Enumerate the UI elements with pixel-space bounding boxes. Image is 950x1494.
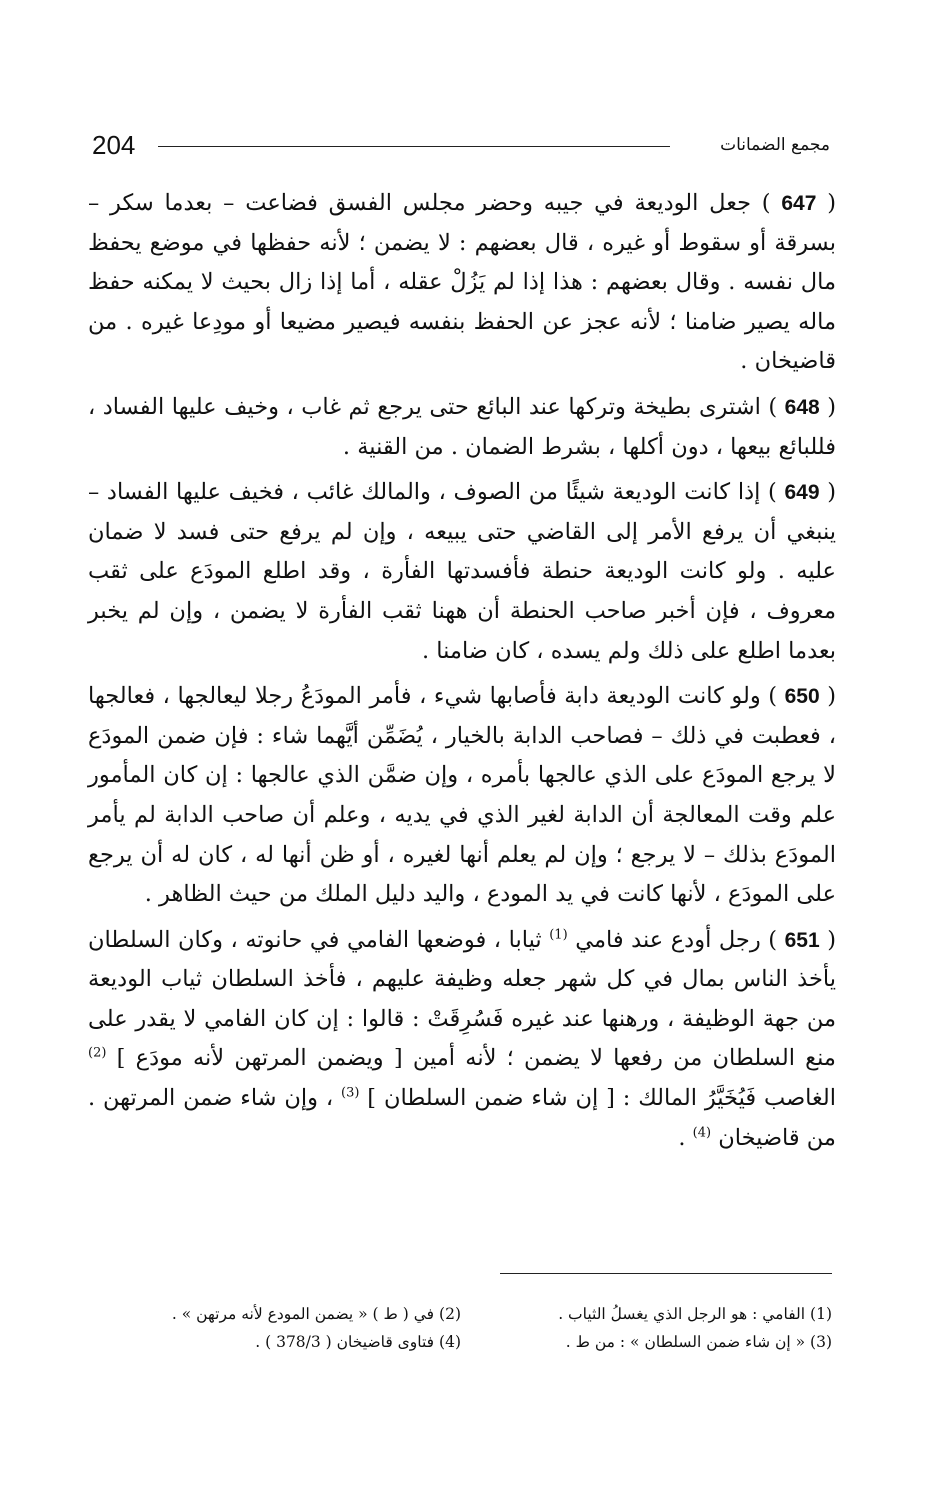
item-number: 648 [784,395,820,419]
paragraph-text: ثيابا ، فوضعها الفامي في حانوته ، وكان السلطان يأخذ الناس بمال في كل شهر جعله وظيفة عليهم ، فأخذ السلطان ثياب الوديعة من جهة الوظيفة ، ورهنها عند غيره فَسُرِقَتْ : قالوا : إن كان الفامي لا يقدر على منع السلطان من رفعها لا يضمن ؛ لأنه أمين [ ويضمن المرتهن لأنه مودَع ] [88,926,836,1072]
footnote-4: (4) فتاوى قاضيخان ( 378/3 ) . [255,1333,461,1351]
item-number: 650 [784,685,820,709]
item-number: 651 [784,928,820,952]
paragraph-text: . [678,1124,693,1151]
paragraph-text: ) رجل أودع عند فامي [567,926,785,953]
footnote-ref[interactable]: (4) [692,1125,712,1141]
page-header [92,128,830,162]
paragraph-648: ( 648 ) اشترى بطيخة وتركها عند البائع حتى يرجع ثم غاب ، وخيف عليها الفساد ، فللبائع بيعها ، دون أكلها ، بشرط الضمان . من القنية . [88,393,837,460]
paragraph-text: الغاصب فَيُخَيَّرُ المالك : [ إن شاء ضمن السلطان ] [359,1085,836,1112]
paragraph-text: ، وإن شاء ضمن المرتهن . من قاضيخان [88,1085,836,1151]
paragraph-text: ) إذا كانت الوديعة شيئًا من الصوف ، والمالك غائب ، فخيف عليها الفساد – ينبغي أن يرفع الأمر إلى القاضي حتى يبيعه ، وإن لم يرفع حتى فسد لا ضمان عليه . ولو كانت الوديعة حنطة فأفسدتها الفأرة ، وقد اطلع المودَع على ثقب معروف ، فإن أخبر صاحب الحنطة أن ههنا ثقب الفأرة لا يضمن ، وإن لم يخبر بعدما اطلع على ذلك ولم يسده ، كان ضامنا . [88,479,836,664]
paragraph-text: ) ولو كانت الوديعة دابة فأصابها شيء ، فأمر المودَعُ رجلا ليعالجها ، فعالجها ، فعطبت في ذلك – فصاحب الدابة بالخيار ، يُضَمِّن أيَّهما شاء : فإن ضمن المودَع لا يرجع المودَع على الذي عالجها بأمره ، وإن ضمَّن الذي عالجها : إن كان المأمور علم وقت المعالجة أن الدابة لغير الذي في يديه ، وعلم أن صاحب الدابة لم يأمر المودَع بذلك – لا يرجع ؛ وإن لم يعلم أنها لغيره ، أو ظن أنها له ، كان له أن يرجع على المودَع ، لأنها كانت في يد المودع ، واليد دليل الملك من حيث الظاهر . [88,683,836,908]
body-text [88,184,836,1164]
item-number: 647 [781,192,817,215]
footnote-ref[interactable]: (2) [88,1045,107,1061]
paragraph-649: ( 649 ) إذا كانت الوديعة شيئًا من الصوف ، والمالك غائب ، فخيف عليها الفساد – ينبغي أن يرفع الأمر إلى القاضي حتى يبيعه ، وإن لم يرفع حتى فسد لا ضمان عليه . ولو كانت الوديعة حنطة فأفسدتها الفأرة ، وقد اطلع المودَع على ثقب معروف ، فإن أخبر صاحب الحنطة أن ههنا ثقب الفأرة لا يضمن ، وإن لم يخبر بعدما اطلع على ذلك ولم يسده ، كان ضامنا . [88,479,836,664]
running-title: مجمع الضمانات [720,135,830,155]
paragraph-text: ) جعل الوديعة في جيبه وحضر مجلس الفسق فضاعت – بعدما سكر – بسرقة أو سقوط أو غيره ، قال بعضهم : لا يضمن ؛ لأنه حفظها في موضع يحفظ مال نفسه . وقال بعضهم : هذا إذا لم يَزُلْ عقله ، أما إذا زال بحيث لا يمكنه حفظ ماله يصير ضامنا ؛ لأنه عجز عن الحفظ بنفسه فيصير مضيعا أو مودِعا غيره . من قاضيخان . [88,190,836,375]
footnote-row [90,1328,832,1356]
footnote-rule [500,1273,832,1274]
footnote-2: (2) في ( ط ) « يضمن المودع لأنه مرتهن » . [171,1305,461,1323]
paragraph-650: ( 650 ) ولو كانت الوديعة دابة فأصابها شيء ، فأمر المودَعُ رجلا ليعالجها ، فعالجها ، فعطبت في ذلك – فصاحب الدابة بالخيار ، يُضَمِّن أيَّهما شاء : فإن ضمن المودَع لا يرجع المودَع على الذي عالجها بأمره ، وإن ضمَّن الذي عالجها : إن كان المأمور علم وقت المعالجة أن الدابة لغير الذي في يديه ، وعلم أن صاحب الدابة لم يأمر المودَع بذلك – لا يرجع ؛ وإن لم يعلم أنها لغيره ، أو ظن أنها له ، كان له أن يرجع على المودَع ، لأنها كانت في يد المودع ، واليد دليل الملك من حيث الظاهر . [88,683,836,908]
header-rule [158,146,670,147]
paragraph-651: ( 651 ) رجل أودع عند فامي $^{(1)}$ ثيابا ، فوضعها الفامي في حانوته ، وكان السلطان يأخذ الناس بمال في كل شهر جعله وظيفة عليهم ، فأخذ السلطان ثياب الوديعة من جهة الوظيفة ، ورهنها عند غيره فَسُرِقَتْ : قالوا : إن كان الفامي لا يقدر على منع السلطان من رفعها لا يضمن ؛ لأنه أمين [ ويضمن المرتهن لأنه مودَع ] $^{(2)}$ الغاصب فَيُخَيَّرُ المالك : [ إن شاء ضمن السلطان ] $^{(3)}$ ، وإن شاء ضمن المرتهن . من قاضيخان $^{(4)}$ . [88,926,836,1151]
item-number: 649 [784,481,820,505]
paragraph-647: ( 647 ) جعل الوديعة في جيبه وحضر مجلس الفسق فضاعت – بعدما سكر – بسرقة أو سقوط أو غيره ، قال بعضهم : لا يضمن ؛ لأنه حفظها في موضع يحفظ مال نفسه . وقال بعضهم : هذا إذا لم يَزُلْ عقله ، أما إذا زال بحيث لا يمكنه حفظ ماله يصير ضامنا ؛ لأنه عجز عن الحفظ بنفسه فيصير مضيعا أو مودِعا غيره . من قاضيخان . [88,190,836,375]
footnote-3: (3) « إن شاء ضمن السلطان » : من ط . [565,1333,832,1351]
footnote-1: (1) الفامي : هو الرجل الذي يغسلُ الثياب . [558,1305,832,1323]
footnote-ref[interactable]: (1) [549,927,568,943]
footnotes [90,1300,832,1356]
footnote-ref[interactable]: (3) [341,1085,360,1101]
paragraph-text: ) اشترى بطيخة وتركها عند البائع حتى يرجع ثم غاب ، وخيف عليها الفساد ، فللبائع بيعها ، دون أكلها ، بشرط الضمان . من القنية . [88,393,836,460]
page-number: 204 [92,130,136,160]
footnote-row [90,1300,832,1328]
